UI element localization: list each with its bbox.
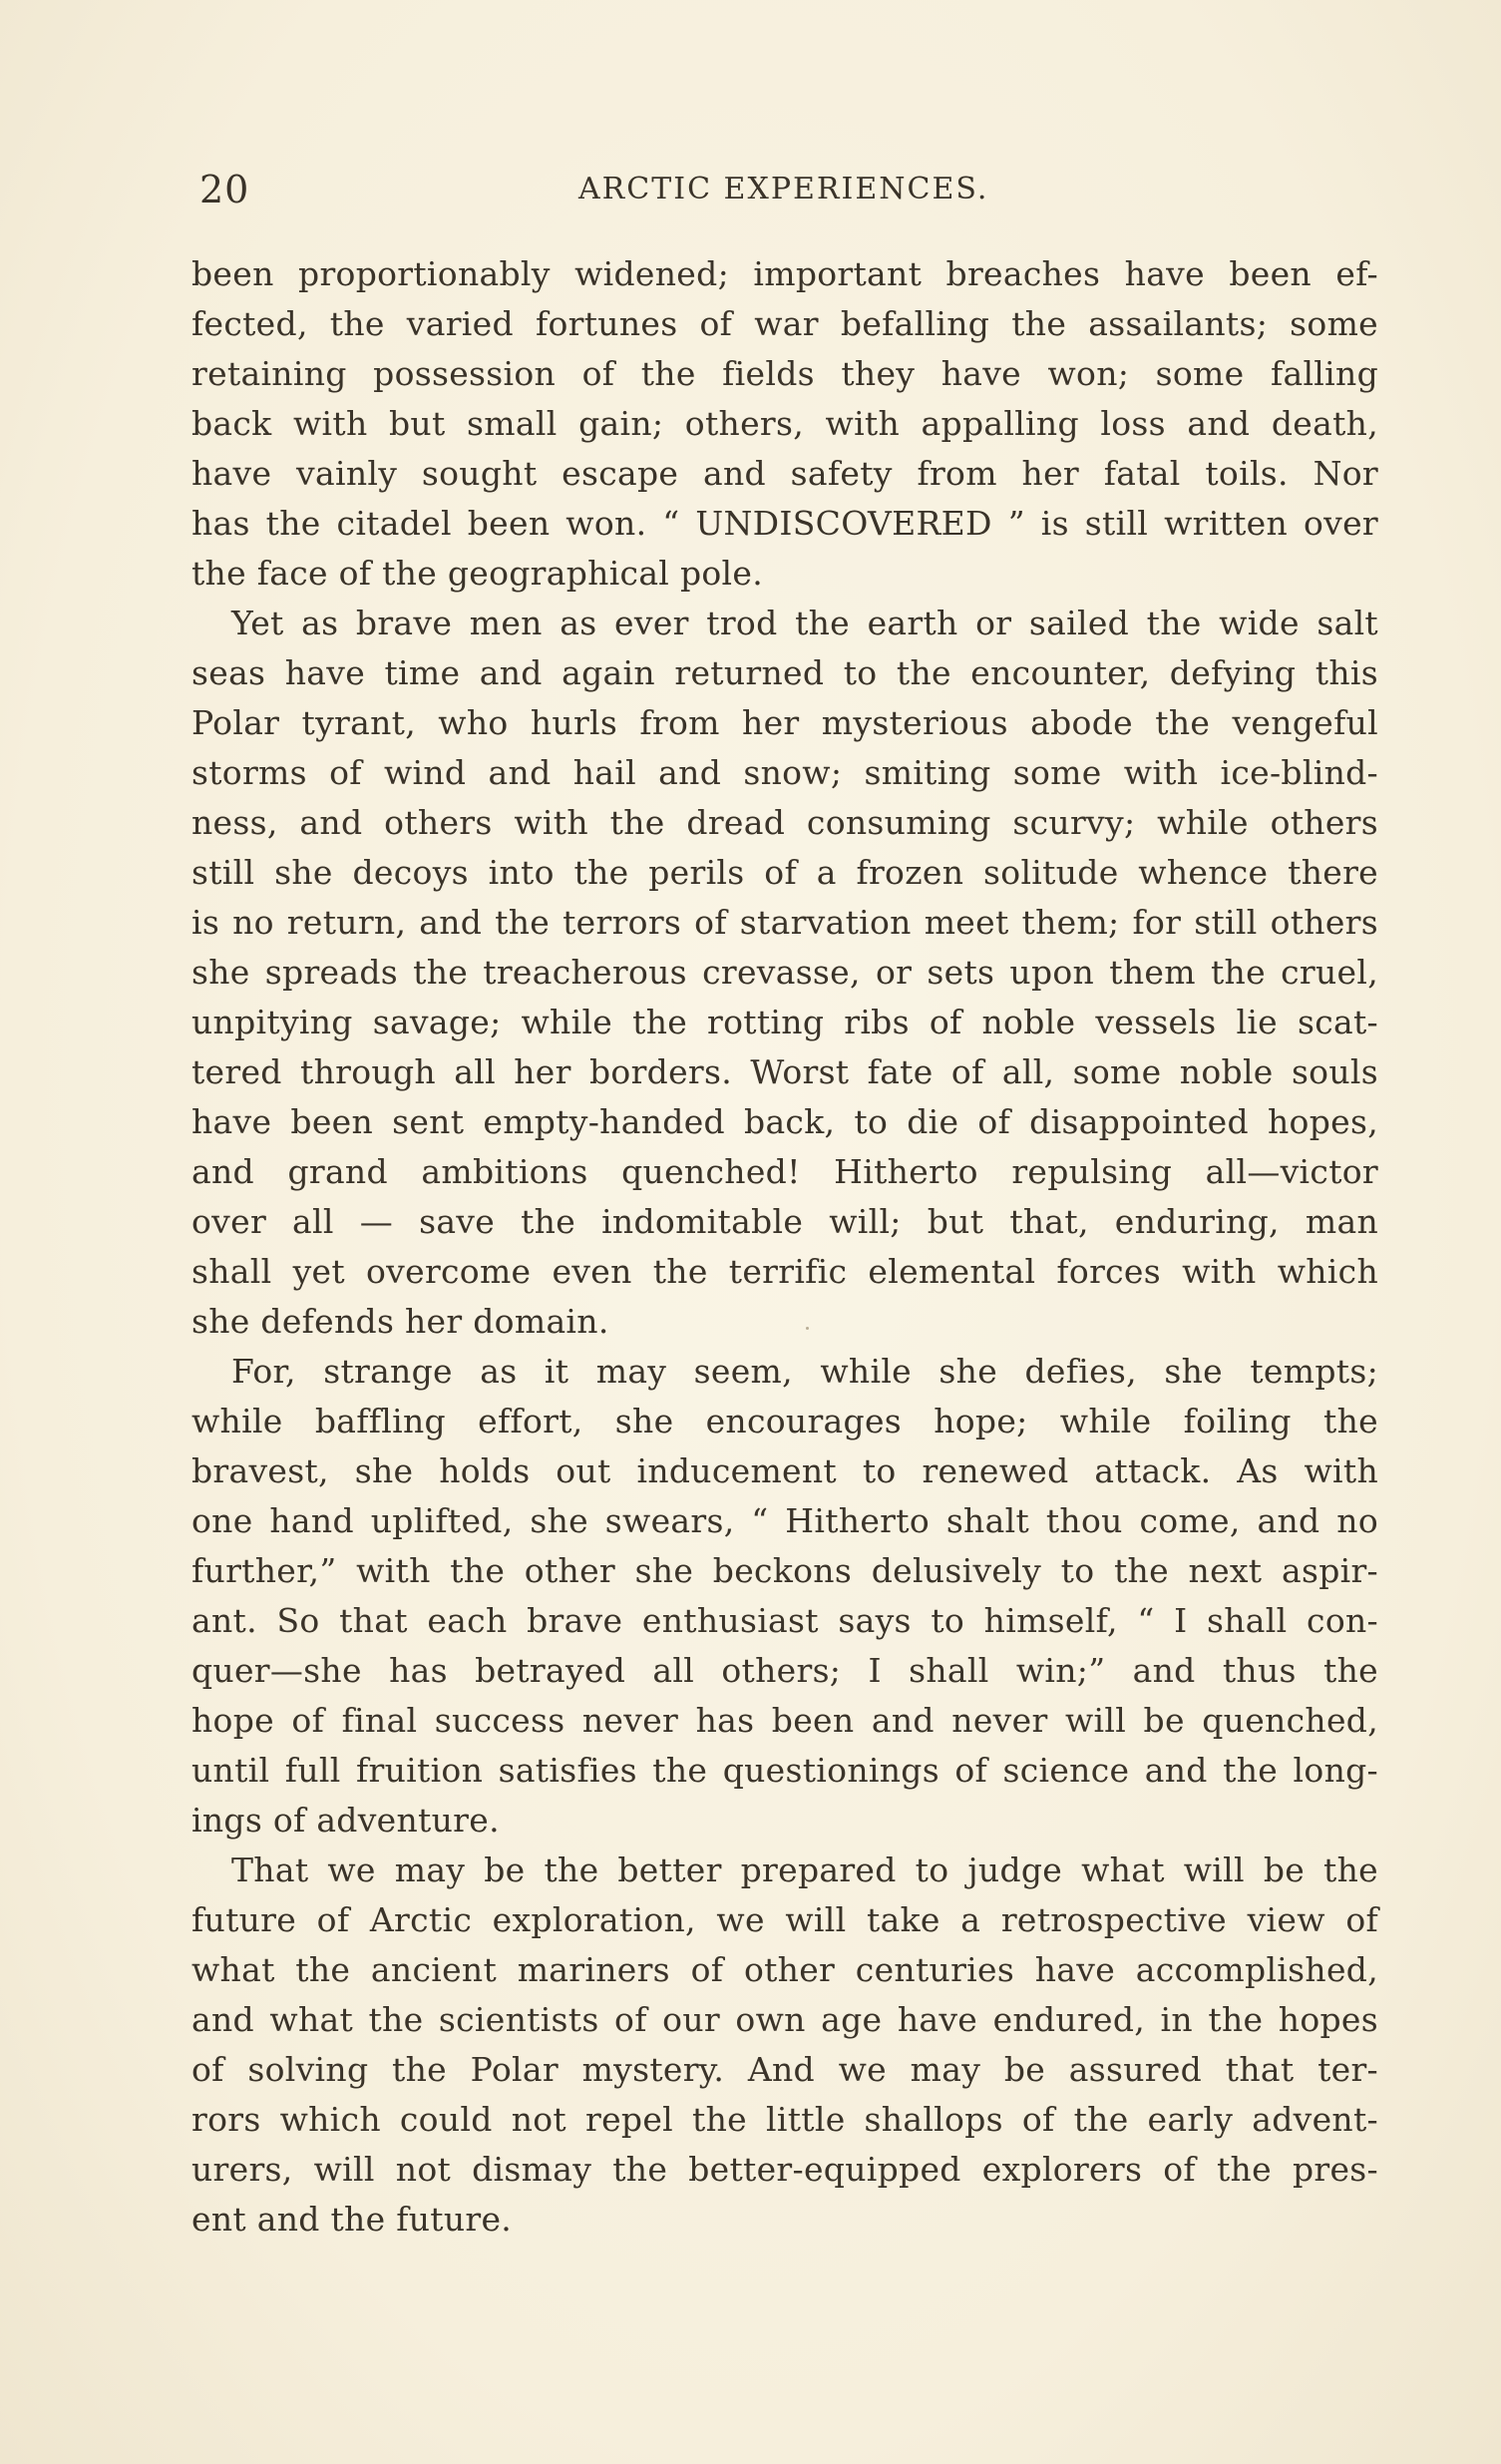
text-line: while baffling effort, she encourages hope; while foiling the <box>191 1402 1378 1440</box>
text-line: have been sent empty-handed back, to die of disappointed hopes, <box>191 1102 1378 1141</box>
text-line: she spreads the treacherous crevasse, or sets upon them the cruel, <box>191 953 1378 992</box>
text-line: rors which could not repel the little shallops of the early advent- <box>191 2100 1378 2139</box>
paragraph-1 <box>191 249 1378 599</box>
text-line: tered through all her borders. Worst fate of all, some noble souls <box>191 1052 1378 1091</box>
text-line: Yet as brave men as ever trod the earth or sailed the wide salt <box>231 604 1378 642</box>
text-line: unpitying savage; while the rotting ribs of noble vessels lie scat- <box>191 1003 1378 1041</box>
text-line: still she decoys into the perils of a frozen solitude whence there <box>191 853 1378 892</box>
text-line: what the ancient mariners of other centuries have accomplished, <box>191 1950 1378 1989</box>
text-line: further,” with the other she beckons delusively to the next aspir- <box>191 1551 1378 1590</box>
paragraph-4 <box>191 1846 1378 2245</box>
text-line: and grand ambitions quenched! Hitherto repulsing all—victor <box>191 1152 1378 1191</box>
text-line: she defends her domain. <box>191 1302 609 1341</box>
text-line: has the citadel been won. “ UNDISCOVERED ” is still written over <box>191 504 1378 543</box>
text-line: For, strange as it may seem, while she defies, she tempts; <box>231 1352 1378 1391</box>
text-line: been proportionably widened; important breaches have been ef- <box>191 254 1378 293</box>
text-line: is no return, and the terrors of starvation meet them; for still others <box>191 903 1378 942</box>
text-line: bravest, she holds out inducement to renewed attack. As with <box>191 1451 1378 1490</box>
text-line: That we may be the better prepared to judge what will be the <box>231 1850 1378 1889</box>
running-head <box>199 168 1386 227</box>
text-line: one hand uplifted, she swears, “ Hitherto shalt thou come, and no <box>191 1501 1378 1540</box>
text-line: urers, will not dismay the better-equipped explorers of the pres- <box>191 2150 1378 2189</box>
text-line: ant. So that each brave enthusiast says to himself, “ I shall con- <box>191 1601 1378 1640</box>
text-line: back with but small gain; others, with appalling loss and death, <box>191 404 1378 443</box>
text-line: future of Arctic exploration, we will take a retrospective view of <box>191 1900 1378 1939</box>
text-line: fected, the varied fortunes of war befalling the assailants; some <box>191 304 1378 343</box>
text-line: until full fruition satisfies the questionings of science and the long- <box>191 1751 1378 1790</box>
text-line: have vainly sought escape and safety from her fatal toils. Nor <box>191 454 1378 493</box>
page-number: 20 <box>199 168 250 211</box>
text-line: ent and the future. <box>191 2200 513 2239</box>
text-line: ness, and others with the dread consuming scurvy; while others <box>191 803 1378 842</box>
text-line: of solving the Polar mystery. And we may be assured that ter- <box>191 2050 1378 2089</box>
text-line: seas have time and again returned to the encounter, defying this <box>191 653 1378 692</box>
text-line: the face of the geographical pole. <box>191 554 764 593</box>
text-line: ings of adventure. <box>191 1801 500 1840</box>
paragraph-3 <box>191 1347 1378 1846</box>
text-line: shall yet overcome even the terrific elemental forces with which <box>191 1252 1378 1291</box>
paper-speck <box>806 1327 809 1330</box>
paragraph-2 <box>191 599 1378 1347</box>
text-line: retaining possession of the fields they have won; some falling <box>191 354 1378 393</box>
text-line: and what the scientists of our own age have endured, in the hopes <box>191 2000 1378 2039</box>
running-title: ARCTIC EXPERIENCES. <box>578 172 989 206</box>
body-text <box>191 249 1378 2245</box>
text-line: over all — save the indomitable will; but that, enduring, man <box>191 1202 1378 1241</box>
text-line: storms of wind and hail and snow; smiting some with ice-blind- <box>191 753 1378 792</box>
text-line: Polar tyrant, who hurls from her mysterious abode the vengeful <box>191 703 1378 742</box>
text-line: hope of final success never has been and never will be quenched, <box>191 1701 1378 1740</box>
text-line: quer—she has betrayed all others; I shall win;” and thus the <box>191 1651 1378 1690</box>
